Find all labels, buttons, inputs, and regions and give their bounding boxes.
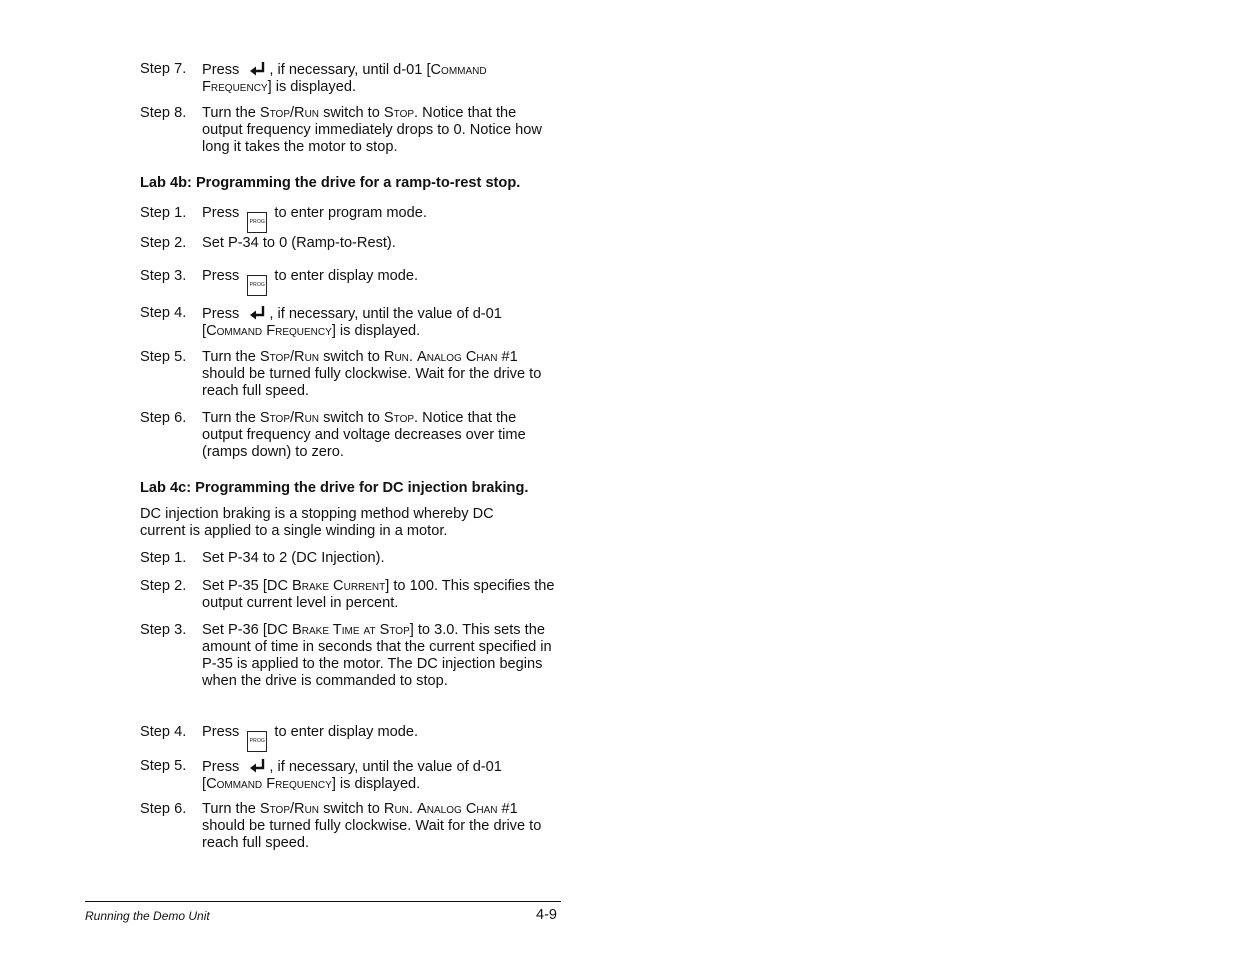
step-7 xyxy=(140,61,560,96)
step-text: Turn the Stop/Run switch to Stop. Notice that the output frequency and voltage decreases over time (ramps down) to zero. xyxy=(202,410,526,460)
step-number: Step 1. xyxy=(140,205,187,221)
step-number: Step 4. xyxy=(140,724,187,740)
lab4b-step-4 xyxy=(140,305,560,340)
lab4c-step-2 xyxy=(140,578,560,612)
step-8 xyxy=(140,105,560,156)
step-number: Step 6. xyxy=(140,410,187,426)
step-text: Set P-36 [DC Brake Time at Stop] to 3.0. This sets the amount of time in seconds that the current specified in P-35 is applied to the motor. The DC injection begins when the drive is commanded to stop. xyxy=(202,622,552,689)
prog-key-icon: PROG xyxy=(247,212,267,233)
step-text: Press PROG to enter program mode. xyxy=(202,205,560,233)
enter-key-icon xyxy=(249,758,267,774)
step-number: Step 2. xyxy=(140,578,187,594)
step-number: Step 5. xyxy=(140,349,187,365)
lab4b-step-2 xyxy=(140,235,560,252)
footer-divider xyxy=(85,901,561,902)
step-number: Step 4. xyxy=(140,305,187,321)
step-text: Press PROG to enter display mode. xyxy=(202,724,560,752)
lab4c-step-6 xyxy=(140,801,560,852)
lab-4c-intro: DC injection braking is a stopping method whereby DC current is applied to a single winding in a motor. xyxy=(140,506,494,539)
step-text: Press , if necessary, until d-01 [Command Frequency] is displayed. xyxy=(202,62,487,95)
step-text: Set P-34 to 0 (Ramp-to-Rest). xyxy=(202,235,396,251)
step-number: Step 5. xyxy=(140,758,187,774)
lab4c-step-1 xyxy=(140,550,560,567)
lab-4b-heading: Lab 4b: Programming the drive for a ramp-to-rest stop. xyxy=(140,175,521,191)
lab4c-step-3 xyxy=(140,622,560,690)
prog-key-icon: PROG xyxy=(247,275,267,296)
step-text: Turn the Stop/Run switch to Stop. Notice that the output frequency immediately drops to 0. Notice how long it takes the motor to stop. xyxy=(202,105,542,155)
lab-4c-heading: Lab 4c: Programming the drive for DC injection braking. xyxy=(140,480,529,496)
step-text: Turn the Stop/Run switch to Run. Analog Chan #1 should be turned fully clockwise. Wait for the drive to reach full speed. xyxy=(202,349,542,399)
step-number: Step 2. xyxy=(140,235,187,251)
lab4b-step-5 xyxy=(140,349,560,400)
step-text: Press PROG to enter display mode. xyxy=(202,268,560,296)
step-text: Press , if necessary, until the value of d-01 [Command Frequency] is displayed. xyxy=(202,759,502,792)
step-number: Step 3. xyxy=(140,622,187,638)
enter-key-icon xyxy=(249,305,267,321)
step-text: Press , if necessary, until the value of d-01 [Command Frequency] is displayed. xyxy=(202,306,502,339)
lab4b-step-1 xyxy=(140,205,560,233)
lab4b-step-6 xyxy=(140,410,560,461)
step-number: Step 8. xyxy=(140,105,187,121)
step-text: Turn the Stop/Run switch to Run. Analog Chan #1 should be turned fully clockwise. Wait for the drive to reach full speed. xyxy=(202,801,542,851)
step-text: Set P-34 to 2 (DC Injection). xyxy=(202,550,385,566)
step-number: Step 6. xyxy=(140,801,187,817)
step-text: Set P-35 [DC Brake Current] to 100. This specifies the output current level in percent. xyxy=(202,578,555,611)
lab4b-step-3 xyxy=(140,268,560,296)
prog-key-icon: PROG xyxy=(247,731,267,752)
footer-section-title: Running the Demo Unit xyxy=(85,909,210,923)
lab4c-step-4 xyxy=(140,724,560,752)
step-number: Step 3. xyxy=(140,268,187,284)
step-number: Step 1. xyxy=(140,550,187,566)
page-number: 4-9 xyxy=(536,907,557,923)
step-number: Step 7. xyxy=(140,61,187,77)
enter-key-icon xyxy=(249,61,267,77)
lab4c-step-5 xyxy=(140,758,560,793)
